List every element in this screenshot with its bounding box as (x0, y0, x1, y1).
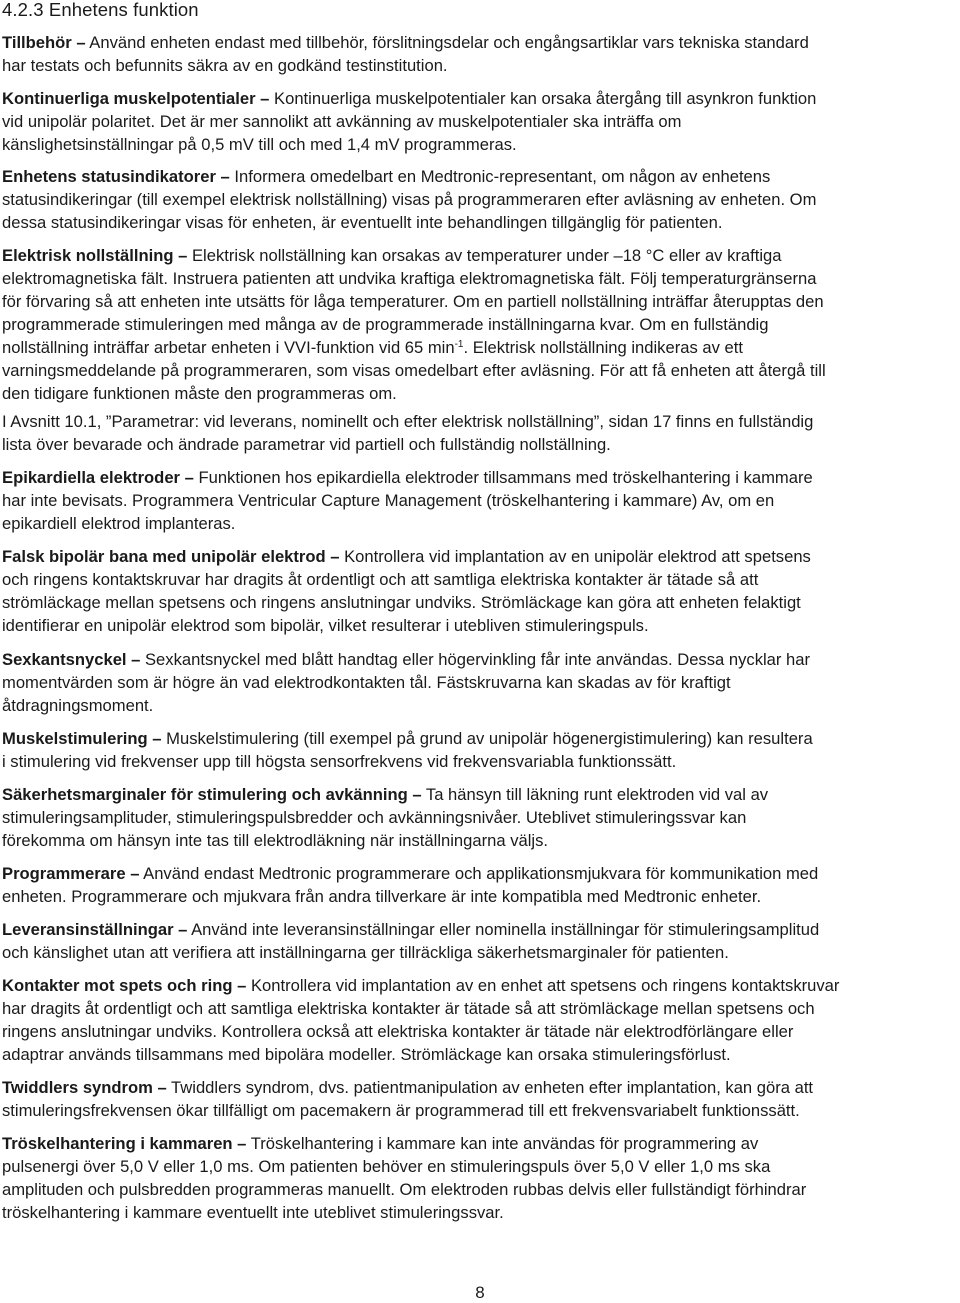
paragraph-enhetens-statusindikatorer (2, 165, 958, 234)
paragraph-leveransinstallningar (2, 918, 958, 964)
text-line: pulsenergi över 5,0 V eller 1,0 ms. Om patienten behöver en stimuleringspuls över 5,0 V eller 1,0 ms ska (2, 1157, 771, 1176)
paragraph-sakerhetsmarginaler (2, 783, 958, 852)
text-line: ringens anslutningar undviks. Kontrollera också att elektriska kontakter är tätade när elektrodförlängare eller (2, 1022, 794, 1041)
text-line: strömläckage mellan spetsens och ringens anslutningar undviks. Strömläckage kan göra att enheten felaktigt (2, 593, 801, 612)
text-line: och känslighet utan att verifiera att inställningarna ger tillräckliga säkerhetsmarginaler för patienten. (2, 943, 729, 962)
paragraph-term: Programmerare – (2, 864, 140, 883)
paragraph-term: Falsk bipolär bana med unipolär elektrod – (2, 547, 340, 566)
paragraph-falsk-bipolar-bana (2, 545, 958, 637)
text-line: förekomma om hänsyn inte tas till elektrodläkning när inställningarna väljs. (2, 831, 549, 850)
text-line: amplituden och pulsbredden programmeras manuellt. Om elektroden rubbas delvis eller fullständigt förhindrar (2, 1180, 807, 1199)
text-line: stimuleringsfrekvensen ökar tillfälligt om pacemakern är programmerad till ett frekvensvariabelt funktionssätt. (2, 1101, 800, 1120)
superscript: -1 (454, 339, 464, 350)
text-line: Kontakter mot spets och ring – Kontrollera vid implantation av en enhet att spetsens och ringens kontaktskruvar (2, 976, 840, 995)
paragraph-avsnitt-reference (2, 410, 958, 456)
text-line: den tidigare funktionen måste den programmeras om. (2, 384, 397, 403)
text-line: Leveransinställningar – Använd inte leveransinställningar eller nominella inställningar för stimuleringsamplitud (2, 920, 820, 939)
text-line: har dragits åt ordentligt och att samtliga elektriska kontakter är tätade så att strömläckage mellan spetsens och (2, 999, 815, 1018)
paragraph-tillbehor (2, 31, 958, 77)
paragraph-term: Epikardiella elektroder – (2, 468, 194, 487)
text-line: Sexkantsnyckel – Sexkantsnyckel med blått handtag eller högervinkling får inte användas. Dessa nycklar har (2, 650, 811, 669)
paragraph-term: Elektrisk nollställning – (2, 246, 188, 265)
text-line: adaptrar används tillsammans med bipolära modeller. Strömläckage kan orsaka stimuleringsförlust. (2, 1045, 731, 1064)
text-line: identifierar en unipolär elektrod som bipolär, vilket resulterar i utebliven stimuleringspuls. (2, 616, 649, 635)
text-line: momentvärden som är högre än vad elektrodkontakten tål. Fästskruvarna kan skadas av för kraftigt (2, 673, 731, 692)
section-heading: 4.2.3 Enhetens funktion (2, 0, 199, 20)
text-line: och ringens kontaktskruvar har dragits åt ordentligt och att samtliga elektriska kontakter är tätade så att (2, 570, 759, 589)
paragraph-twiddlers-syndrom (2, 1076, 958, 1122)
paragraph-term: Sexkantsnyckel – (2, 650, 141, 669)
paragraph-epikardiella-elektroder (2, 466, 958, 535)
text-line: nollställning inträffar arbetar enheten i VVI-funktion vid 65 $\min^{-1}$. Elektrisk nollställning indikeras av ett (2, 338, 743, 357)
paragraph-term: Tröskelhantering i kammaren – (2, 1134, 247, 1153)
text-line: lista över bevarade och ändrade parametrar vid partiell och fullständig nollställning. (2, 435, 611, 454)
text-line: tröskelhantering i kammare eventuellt inte uteblivet stimuleringssvar. (2, 1203, 504, 1222)
text-line: Programmerare – Använd endast Medtronic programmerare och applikationsmjukvara för kommunikation med (2, 864, 819, 883)
text-line: stimuleringsamplituder, stimuleringspulsbredder och avkänningsnivåer. Uteblivet stimuleringssvar kan (2, 808, 747, 827)
text-line: dessa statusindikeringar visas för enheten, är eventuellt inte behandlingen tillgänglig för patienten. (2, 213, 723, 232)
paragraph-troskelhantering-i-kammaren (2, 1132, 958, 1224)
paragraph-term: Säkerhetsmarginaler för stimulering och avkänning – (2, 785, 422, 804)
paragraph-term: Twiddlers syndrom – (2, 1078, 167, 1097)
text-line: I Avsnitt 10.1, ”Parametrar: vid leverans, nominellt och efter elektrisk nollställning”, sidan 17 finns en fullständig (2, 412, 814, 431)
text-line: vid unipolär polaritet. Det är mer sannolikt att avkänning av muskelpotentialer ska inträffa om (2, 112, 682, 131)
text-line: Falsk bipolär bana med unipolär elektrod – Kontrollera vid implantation av en unipolär elektrod att spetsens (2, 547, 811, 566)
text-line: varningsmeddelande på programmeraren, som visas omedelbart efter avläsning. För att få enheten att återgå till (2, 361, 826, 380)
paragraph-programmerare (2, 862, 958, 908)
text-line: elektromagnetiska fält. Instruera patienten att undvika kraftiga elektromagnetiska fält. Följ temperaturgränserna (2, 269, 817, 288)
paragraph-sexkantsnyckel (2, 648, 958, 717)
text-line: Säkerhetsmarginaler för stimulering och avkänning – Ta hänsyn till läkning runt elektroden vid val av (2, 785, 769, 804)
text-line: Muskelstimulering – Muskelstimulering (till exempel på grund av unipolär högenergistimulering) kan resultera (2, 729, 813, 748)
text-line: har testats och befunnits säkra av en godkänd testinstitution. (2, 56, 448, 75)
paragraph-term: Kontakter mot spets och ring – (2, 976, 247, 995)
paragraph-term: Kontinuerliga muskelpotentialer – (2, 89, 270, 108)
paragraph-kontinuerliga-muskelpotentialer (2, 87, 958, 156)
paragraph-term: Enhetens statusindikatorer – (2, 167, 230, 186)
text-line: känslighetsinställningar på 0,5 mV till och med 1,4 mV programmeras. (2, 135, 517, 154)
text-line: epikardiell elektrod implanteras. (2, 514, 236, 533)
text-line: Epikardiella elektroder – Funktionen hos epikardiella elektroder tillsammans med tröskelhantering i kammare (2, 468, 813, 487)
text-line: statusindikeringar (till exempel elektrisk nollställning) visas på programmeraren efter avläsning av enheten. Om (2, 190, 817, 209)
text-line: programmerade stimuleringen med många av de programmerade inställningarna kvar. Om en fullständig (2, 315, 769, 334)
paragraph-muskelstimulering (2, 727, 958, 773)
text-line: har inte bevisats. Programmera Ventricular Capture Management (tröskelhantering i kammare) Av, om en (2, 491, 775, 510)
text-line: för förvaring så att enheten inte utsätts för låga temperaturer. Om en partiell nollställning inträffar återupptas den (2, 292, 824, 311)
text-line: Kontinuerliga muskelpotentialer – Kontinuerliga muskelpotentialer kan orsaka återgång till asynkron funktion (2, 89, 817, 108)
paragraph-term: Muskelstimulering – (2, 729, 162, 748)
paragraph-term: Leveransinställningar – (2, 920, 188, 939)
text-line: Twiddlers syndrom – Twiddlers syndrom, dvs. patientmanipulation av enheten efter implantation, kan göra att (2, 1078, 814, 1097)
text-line: Enhetens statusindikatorer – Informera omedelbart en Medtronic-representant, om någon av enhetens (2, 167, 771, 186)
page-number: 8 (475, 1283, 485, 1302)
paragraph-kontakter-mot-spets-och-ring (2, 974, 958, 1066)
text-line: i stimulering vid frekvenser upp till högsta sensorfrekvens vid frekvensvariabla funktionssätt. (2, 752, 677, 771)
text-line: åtdragningsmoment. (2, 696, 154, 715)
text-line: Elektrisk nollställning – Elektrisk nollställning kan orsakas av temperaturer under –18 °C eller av kraftiga (2, 246, 782, 265)
paragraph-term: Tillbehör – (2, 33, 86, 52)
text-line: Tröskelhantering i kammaren – Tröskelhantering i kammare kan inte användas för programmering av (2, 1134, 759, 1153)
text-line: Tillbehör – Använd enheten endast med tillbehör, förslitningsdelar och engångsartiklar vars tekniska standard (2, 33, 809, 52)
paragraph-elektrisk-nollstallning (2, 244, 958, 405)
text-line: enheten. Programmerare och mjukvara från andra tillverkare är inte kompatibla med Medtronic enheter. (2, 887, 762, 906)
